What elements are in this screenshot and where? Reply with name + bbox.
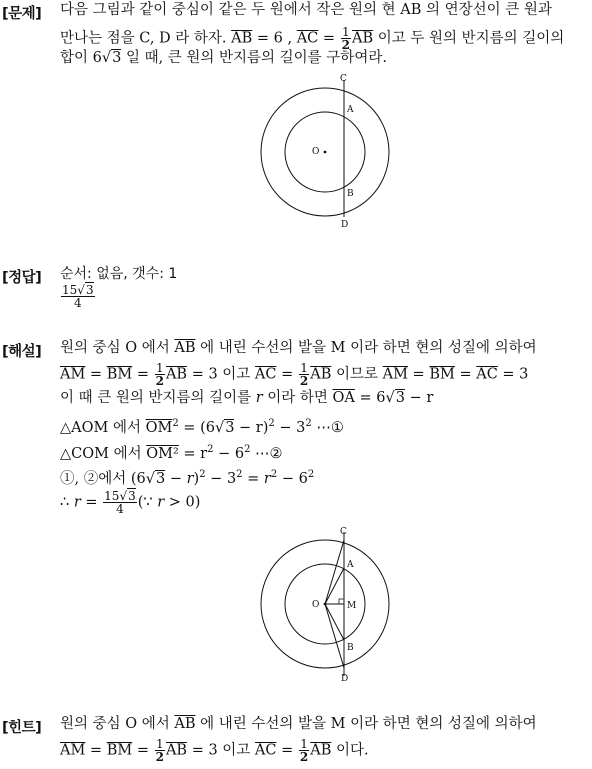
solution-figure bbox=[258, 526, 398, 686]
segment-oc bbox=[325, 540, 344, 604]
label-d: D bbox=[341, 674, 349, 684]
answer-label: [정답] bbox=[2, 270, 42, 286]
solution-line-7: ∴ r = $\frac{15√3}{4}$ (∵ r > 0) bbox=[60, 489, 201, 516]
solution-line-1: 원의 중심 O 에서 $\overline{AB}$ 에 내린 수선의 발을 M 이라 하면 현의 성질에 의하여 bbox=[60, 340, 537, 356]
solution-line-5: △COM 에서 $OM^2 = r^2 - 6^2$ ⋯② bbox=[60, 444, 283, 462]
label-c: C bbox=[340, 74, 347, 84]
hint-line-2: $\overline{AM} = \overline{BM}$ = $\frac{1}{2}$ $\overline{AB} = 3$ 이고 $\overline{AC}$ = $\frac{1}{2}$ $\overline{AB}$ 이다. bbox=[60, 737, 369, 764]
problem-text-2a: 만나는 점을 C, D 라 하자. bbox=[60, 30, 232, 47]
fraction-half: $\frac{1}{2}$ bbox=[341, 25, 351, 52]
solution-label: [해설] bbox=[2, 344, 42, 360]
problem-text-2c: = bbox=[318, 30, 340, 47]
center-point bbox=[324, 603, 327, 606]
fraction-half: $\frac{1}{2}$ bbox=[155, 361, 164, 388]
label-a: A bbox=[347, 560, 354, 570]
fraction-half-2: $\frac{1}{2}$ bbox=[299, 737, 309, 764]
problem-text-2d: 이고 두 원의 반지름의 길이의 bbox=[373, 30, 565, 47]
problem-line-1 bbox=[60, 0, 552, 20]
label-c: C bbox=[340, 527, 347, 537]
problem-text-1: 다음 그림과 같이 중심이 같은 두 원에서 작은 원의 현 AB 의 연장선이 큰 원과 bbox=[60, 2, 552, 18]
hint-label: [힌트] bbox=[2, 720, 42, 736]
answer-fraction: $\frac{15√3}{4}$ bbox=[62, 283, 94, 310]
segment-ab: $\overline{AB}$ bbox=[231, 30, 253, 47]
label-m: M bbox=[347, 601, 357, 611]
segment-ac: $\overline{AC}$ bbox=[296, 30, 319, 47]
right-angle-mark bbox=[339, 599, 344, 604]
solution-line-4: △AOM 에서 $\overline{OM}^2 = (6√3 - r)^2 - 3^2$ ⋯① bbox=[60, 418, 344, 436]
label-o: O bbox=[312, 147, 320, 157]
segment-od bbox=[325, 604, 344, 668]
fraction-half-2: $\frac{1}{2}$ bbox=[299, 361, 309, 388]
solution-line-3: 이 때 큰 원의 반지름의 길이를 r 이라 하면 $\overline{OA} = 6√3 - r$ bbox=[60, 390, 434, 406]
label-b: B bbox=[347, 189, 354, 199]
segment-ab-2: $\overline{AB}$ bbox=[352, 30, 374, 47]
result-fraction: $\frac{15√3}{4}$ bbox=[104, 489, 136, 516]
problem-figure bbox=[258, 72, 398, 232]
label-a: A bbox=[347, 105, 354, 115]
answer-meta: 순서: 없음, 갯수: 1 bbox=[60, 266, 178, 282]
problem-text-3b: 일 때, 큰 원의 반지름의 길이를 구하여라. bbox=[121, 50, 387, 66]
segment-ab: $\overline{AB}$ bbox=[174, 340, 196, 356]
fraction-half: $\frac{1}{2}$ bbox=[155, 737, 164, 764]
solution-line-2: $\overline{AM} = \overline{BM}$ = $\frac{1}{2}$ $\overline{AB} = 3$ 이고 $\overline{AC}$ = $\frac{1}{2}$ $\overline{AB}$ 이므로 $\overline{AM} = \overline{BM} = \overline{AC} = 3$ bbox=[60, 361, 529, 388]
answer-value bbox=[60, 284, 96, 309]
label-b: B bbox=[347, 643, 354, 653]
answer-line-1 bbox=[60, 264, 177, 284]
problem-text-2b: = 6 , bbox=[252, 30, 297, 47]
label-d: D bbox=[341, 220, 349, 230]
hint-line-1: 원의 중심 O 에서 $\overline{AB}$ 에 내린 수선의 발을 M 이라 하면 현의 성질에 의하여 bbox=[60, 716, 537, 732]
problem-text-3a: 합이 6 bbox=[60, 50, 102, 66]
sqrt-3: 3 bbox=[112, 50, 122, 66]
problem-label: [문제] bbox=[2, 6, 42, 22]
center-point bbox=[324, 151, 327, 154]
label-o: O bbox=[312, 600, 320, 610]
solution-line-6: ①, ②에서 $(6√3 - r)^2 - 3^2 = r^2 - 6^2$ bbox=[60, 469, 315, 487]
problem-line-3: 합이 6√3 일 때, 큰 원의 반지름의 길이를 구하여라. bbox=[60, 50, 387, 66]
